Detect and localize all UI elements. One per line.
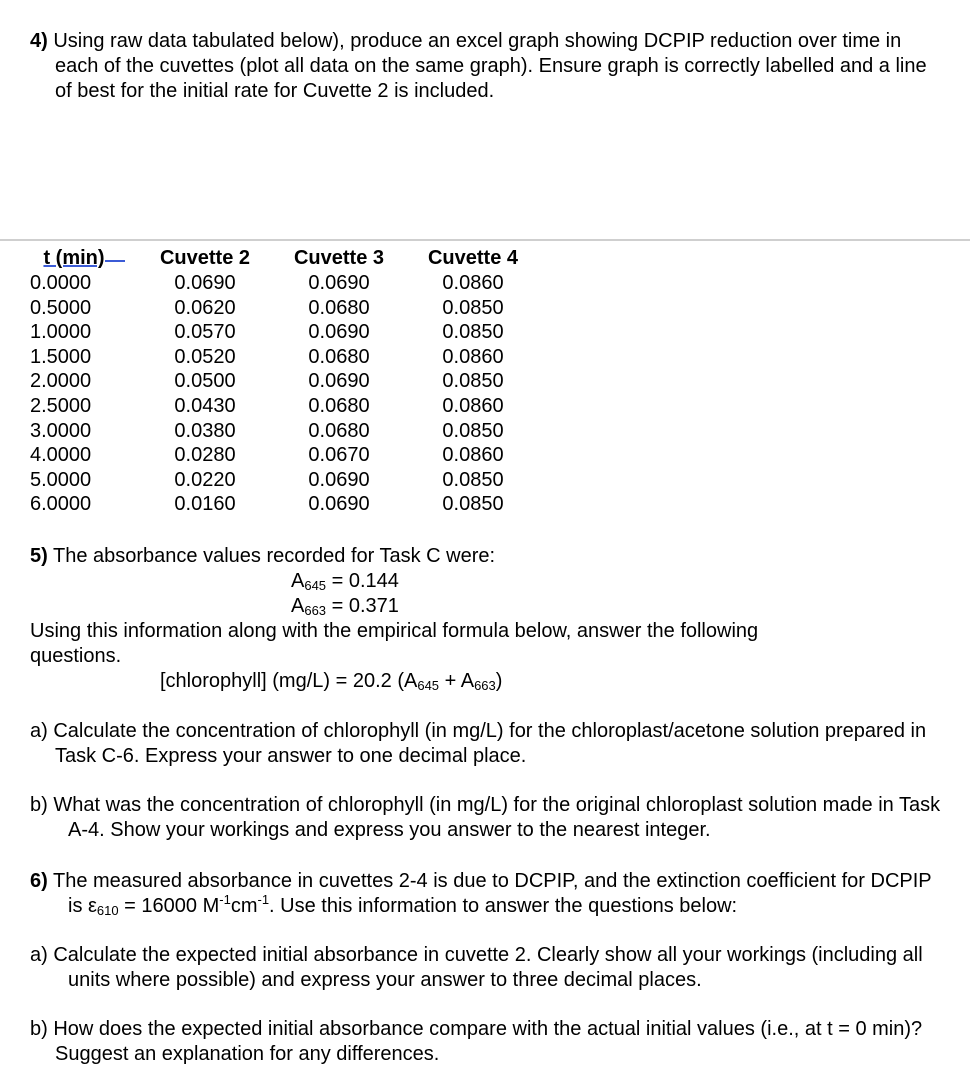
cuvette-3-cell: 0.0680	[308, 296, 370, 319]
cuvette-2-cell: 0.0620	[174, 296, 236, 319]
absorbance-a645: $A_{645} = 0.144$	[291, 570, 399, 593]
cuvette-2-cell: 0.0160	[174, 493, 236, 516]
time-cell: 2.5000	[30, 394, 92, 417]
cuvette-3-cell: 0.0690	[308, 493, 370, 516]
time-cell: 6.0000	[30, 493, 92, 516]
question-5a: a) Calculate the concentration of chlorophyll (in mg/L) for the chloroplast/acetone solution prepared in Task C-6. Express your answer to one decimal place.	[30, 720, 927, 767]
cuvette-2-cell: 0.0500	[174, 370, 236, 393]
table-row	[30, 394, 540, 419]
time-cell: 4.0000	[30, 444, 92, 467]
question-4	[30, 29, 935, 104]
cuvette-4-cell: 0.0850	[442, 296, 504, 319]
table-row	[30, 345, 540, 370]
question-6b: b) How does the expected initial absorbance compare with the actual initial values (i.e., at t = 0 min)? Suggest an explanation for any differences.	[30, 1018, 923, 1065]
time-cell: 5.0000	[30, 468, 92, 491]
header-cuvette-2: Cuvette 2	[159, 246, 251, 269]
header-time: t (min)	[30, 245, 138, 271]
cuvette-4-cell: 0.0860	[442, 394, 504, 417]
table-row	[30, 320, 540, 345]
time-cell: 1.5000	[30, 345, 92, 368]
cuvette-3-cell: 0.0690	[308, 272, 370, 294]
cuvette-2-cell: 0.0430	[174, 394, 236, 417]
question-4-text: Using raw data tabulated below), produce an excel graph showing DCPIP reduction over time in each of the cuvettes (plot all data on the same graph). Ensure graph is correctly labelled and a line of best for the initial rate for Cuvette 2 is included.	[53, 30, 927, 102]
table-row	[30, 369, 540, 394]
table-row	[30, 443, 540, 468]
header-cuvette-4: Cuvette 4	[427, 246, 519, 269]
cuvette-3-cell: 0.0680	[308, 345, 370, 368]
table-row	[30, 271, 540, 296]
table-header-row	[30, 245, 540, 271]
cuvette-4-cell: 0.0850	[442, 493, 504, 516]
cuvette-4-cell: 0.0850	[442, 468, 504, 491]
question-4-number: 4)	[30, 30, 48, 52]
table-row	[30, 419, 540, 444]
time-cell: 2.0000	[30, 370, 92, 393]
question-5-number: 5)	[30, 545, 48, 567]
cuvette-3-cell: 0.0690	[308, 468, 370, 491]
cuvette-4-cell: 0.0850	[442, 321, 504, 344]
cuvette-3-cell: 0.0680	[308, 394, 370, 417]
cuvette-2-cell: 0.0520	[174, 345, 236, 368]
cuvette-2-cell: 0.0380	[174, 419, 236, 442]
cuvette-4-cell: 0.0850	[442, 419, 504, 442]
header-cuvette-3: Cuvette 3	[293, 246, 385, 269]
table-row	[30, 492, 540, 517]
cuvette-2-cell: 0.0220	[174, 468, 236, 491]
divider-line	[0, 239, 970, 241]
absorbance-data-table	[30, 245, 540, 517]
cuvette-4-cell: 0.0860	[442, 444, 504, 467]
question-6: 6) The measured absorbance in cuvettes 2-4 is due to DCPIP, and the extinction coefficient for DCPIP is $\varepsilon_{610} = 16000$ $M^{-1}cm^{-1}$. Use this information to answer the questions below:	[30, 870, 932, 918]
question-6-number: 6)	[30, 870, 48, 892]
cuvette-4-cell: 0.0850	[442, 370, 504, 393]
question-5-intro-text: The absorbance values recorded for Task C were:	[53, 545, 496, 567]
cuvette-2-cell: 0.0690	[174, 272, 236, 294]
time-cell: 3.0000	[30, 419, 92, 442]
table-row	[30, 296, 540, 321]
question-6a: a) Calculate the expected initial absorbance in cuvette 2. Clearly show all your workings (including all units where possible) and express your answer to three decimal places.	[30, 944, 923, 991]
time-cell: 1.0000	[30, 321, 92, 344]
question-5b: b) What was the concentration of chlorophyll (in mg/L) for the original chloroplast solution made in Task A-4. Show your workings and express you answer to the nearest integer.	[30, 794, 941, 841]
table-body	[30, 271, 540, 517]
time-cell: 0.0000	[30, 272, 92, 294]
chlorophyll-formula: [chlorophyll] (mg/L) = 20.2 $(A_{645} + A_{663})$	[160, 670, 503, 693]
cuvette-4-cell: 0.0860	[442, 345, 504, 368]
question-5-intro	[30, 544, 935, 569]
cuvette-3-cell: 0.0690	[308, 370, 370, 393]
question-5-instruction: Using this information along with the empirical formula below, answer the following questions.	[30, 620, 759, 667]
table-row	[30, 468, 540, 493]
cuvette-3-cell: 0.0670	[308, 444, 370, 467]
time-cell: 0.5000	[30, 296, 92, 319]
cuvette-3-cell: 0.0690	[308, 321, 370, 344]
absorbance-a663: $A_{663} = 0.371$	[291, 595, 399, 618]
cuvette-2-cell: 0.0280	[174, 444, 236, 467]
cuvette-4-cell: 0.0860	[442, 272, 504, 294]
cuvette-2-cell: 0.0570	[174, 321, 236, 344]
cuvette-3-cell: 0.0680	[308, 419, 370, 442]
